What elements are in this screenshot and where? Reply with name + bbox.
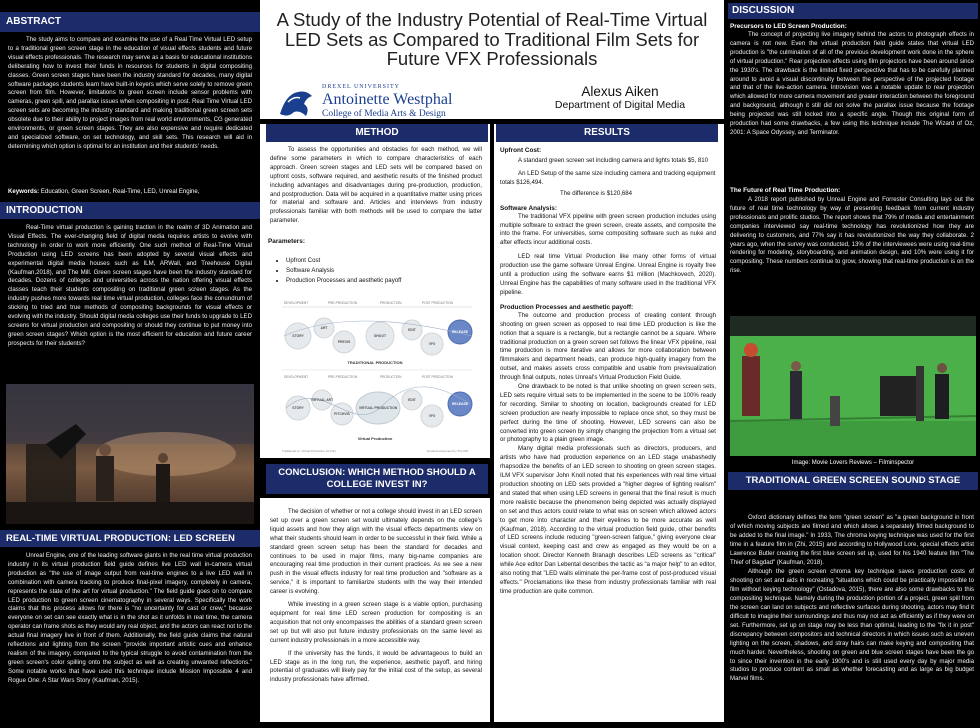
software-text: The traditional VFX pipeline with green screen production includes using multiple software to extract the green screen, create assets, and composite the into the frame. For universities, some compositing software such as nuke and after effects incur additional costs.: [500, 212, 716, 247]
phase-label: PRE-PRODUCTION: [328, 375, 358, 379]
future-label: The Future of Real Time Production:: [730, 187, 841, 194]
production-diagram: [262, 296, 488, 456]
drexel-logo: [276, 82, 466, 124]
greenscreen-heading: TRADITIONAL GREEN SCREEN SOUND STAGE: [728, 472, 978, 490]
author-name: Alexus Aiken: [581, 84, 659, 99]
poster-title: A Study of the Industry Potential of Real-Time Virtual LED Sets as Compared to Traditional Film Sets for Future VFX Professionals: [276, 9, 708, 69]
param-item: • Software Analysis: [286, 266, 401, 276]
upfront-label: Upfront Cost:: [500, 147, 542, 154]
phase-label: POST PRODUCTION: [422, 301, 453, 305]
discussion-heading: DISCUSSION: [728, 3, 978, 19]
future-text: A 2018 report published by Unreal Engine and Forrester Consulting lays out the future of real time technology by way of presenting feedback from current industry professionals and prolific studios. The report shows that 79% of media and entertainment companies interviewed say real-time technology has revolutionized how they are delivering to customers, and 77% say it has revolutionized the way they collaborate. 2 years ago, when the survey was conducted, 13% of the interviewees were using real-time rendering for modeling, storyboarding, and animation design, and 10% were using it for compositing. These numbers continue to grow, showing that real-time production is on the rise.: [730, 196, 974, 275]
virtual-label: Virtual Production: [357, 436, 393, 441]
keywords-line: [8, 188, 256, 197]
production-text: Many digital media professionals such as directors, producers, and artists who have had production experience on an LED stage unabashedly rhapsodize the benefits of an LED screen to shooting on green screen stages. ILM VFX supervisor John Knoll noted that his experiences with real time virtual production shooting on LED sets provided a "higher degree of lighting realism" and stated that when using LED screens in general that the final result is much more realistic because the phenomenon being depicted was actually displayed on set and thus actors could relate to what was on screen which allowed actors to get more into character and their eyelines to be more accurate as well (Kaufman, 2018). According to the virtual production field guide, other benefits of LED screens include reducing "green-screen fatigue," giving everyone clear visual context, keeping cast and crew as engaged as they would be on a location shoot. Director Kenneth Branagh describes LED screens as "critical" while Ace editor Dan Lebental describes the tactic as "a major help" to an editor, also noting that "LED walls eliminate the per-frame cost of post-produced visual effects." Proclamations like these from industry professionals familiar with real time production are quite common.: [500, 445, 716, 595]
software-label: Software Analysis:: [500, 204, 557, 212]
virt-node: VFX: [428, 414, 436, 418]
trad-node: EDIT: [408, 328, 416, 332]
green-screen-illustration: [730, 316, 976, 456]
param-item: • Upfront Cost: [286, 256, 401, 266]
software-text: LED real time Virtual Production like many other forms of virtual production use the game software Unreal Engine. Unreal Engine is royalty free until a production using the software earns $1 million (Machkovech, 2020). Unreal Engine has the capabilities of many software used in the traditional VFX pipeline.: [500, 253, 716, 296]
upfront-difference: The difference is $120,684: [560, 189, 633, 197]
virt-node: EDIT: [408, 398, 416, 402]
phase-label: PRODUCTION: [380, 301, 402, 305]
introduction-text: Real-Time virtual production is gaining traction in the realm of 3D Animation and Visual Effects. The ever-changing field of digital media requires artists to evolve with technology in order to work more efficiently. One such method of Real-Time Virtual Production using LED screens has been adopted by several visual effects and experimental digital media houses such as ILM, ARWall, and Treehouse Digital (Kaufman,2018), and The Mill. Green screen stages have been the industry standard for decades. Dozens of colleges and universities across the nation offering visual effects classes teach their students compositing on traditional green screen stages. As the industry pushes more towards real time virtual production, colleges face the conundrum of sticking to tried and true methods of compositing backgrounds for visual effects or evolving with the industry. Should digital media colleges use their funds to upgrade to LED screens for virtual production and compositing or should they continue to put money into green screen stages? Which option is the most efficient for education and future career prospects for their students?: [8, 224, 252, 347]
results-body: [494, 146, 722, 597]
trad-node: STORY: [292, 334, 304, 338]
keywords-label: Keywords:: [8, 188, 40, 195]
logo-name: Antoinette Westphal: [322, 91, 453, 108]
dragon-logo-icon: [276, 84, 316, 120]
virt-node: PITCHVIS: [334, 412, 350, 416]
left-column: [0, 0, 260, 728]
right-column: [724, 0, 980, 728]
upfront-line: A standard green screen set including camera and lights totals $5, 810: [518, 157, 709, 164]
greenscreen-para: Oxford dictionary defines the term "green screen" as "a green background in front of which moving subjects are filmed and which allows a separately filmed background to be added to the final image." In 1933, The chroma keying technique was used for the first time in a feature film in (Zhi, 2015) and according to Hollywood Lore, special effects artist Lawrence Butler creating the first blue screen set up, used for his 1940 feature film "The Thief of Bagdad" (Kaufman, 2018).: [730, 514, 974, 566]
greenscreen-para: Although the green screen chroma key technique saves production costs of shooting on set and aids in recreating "situations which could be practically impossible to film without keying technology" (Ostadova, 2015), there are also some drawbacks to this compositing technique. Namely during the production portion of a project, green spill from the screen can land on subjects and reflective surfaces during shooting, actors may find it difficult to imagine their surroundings and thus may not act as efficiently as if they were on set. Furthermore, set up on stage may be less than optimal, leading to the "fix it in post" discrepancy between compositors and technical directors in which issues such as uneven lighting on the screen, shadows, and stray hairs can make keying and compositing that much harder. Nevertheless, shooting on green and blue screen stages have been the go to since their invention in the early 1900's and is still used every day by major media studios to produce content as small as whether forecasting and as large as big budget Marvel films.: [730, 568, 974, 683]
parameters-label: Parameters:: [268, 238, 305, 245]
led-screen-heading: REAL-TIME VIRTUAL PRODUCTION: LED SCREEN: [0, 530, 260, 547]
phase-label: PRODUCTION: [380, 375, 402, 379]
trad-node: PREVIS: [337, 340, 351, 344]
conclusion-para: While investing in a green screen stage is a viable option, purchasing equipment for real time LED screen production for compositing is an acquisition that not only encompasses the abilities of a standard green screen set up but will also put future industry professionals on the same level as current industry professionals in a more accessible way.: [270, 601, 482, 644]
phase-label: DEVELOPMENT: [284, 301, 309, 305]
logo-college: College of Media Arts & Design: [322, 109, 446, 119]
traditional-label: TRADITIONAL PRODUCTION: [347, 360, 403, 365]
trad-node: ART: [320, 326, 328, 330]
results-heading: RESULTS: [496, 124, 718, 142]
film-set-illustration: [6, 384, 254, 524]
phase-label: DEVELOPMENT: [284, 375, 309, 379]
diagram-credit-left: Traditional vs. Virtual Production for Film: [282, 449, 336, 453]
production-label: Production Processes and aesthetic payoff:: [500, 303, 634, 311]
conclusion-heading: CONCLUSION: WHICH METHOD SHOULD A COLLEGE INVEST IN?: [266, 464, 488, 494]
green-screen-photo: [730, 316, 976, 456]
center-bottom-edge: [260, 722, 724, 728]
virt-node: VIRTUAL ART: [310, 398, 334, 402]
parameters-list: [286, 256, 401, 286]
conclusion-para: If the university has the funds, it would be advantageous to build an LED stage as in the long run, the experience, aesthetic payoff, and hiring potential of graduates will likely pay for the initial cost of the setup, as several industry professionals have affirmed.: [270, 649, 482, 684]
conclusion-para: The decision of whether or not a college should invest in an LED screen set up over a green screen set would ultimately depends on the college's liquid assets and how they align with the visual effects departments view on what their students should learn in order to be successful in their field. While a standard green screen setup has been the standard for decades and continues to be used in major films, many big-name companies are encouraging real time production in their current practices. As we see a new push in the visual effects industry for real time production and "software as a service," it is important to familiarize students with the way their intended career is evolving.: [270, 508, 482, 596]
author-dept: Department of Digital Media: [554, 99, 686, 111]
param-item: • Production Processes and aesthetic payoff: [286, 276, 401, 286]
upfront-line: An LED Setup of the same size including camera and tracking equipment totals $126,494.: [500, 169, 716, 186]
precursors-text: The concept of projecting live imagery behind the actors to photograph effects in camera is not new. Even the virtual production field guide states that virtual LED production is "the culmination of all of the previous development work done in the sphere of virtual production." Rear projection effects using film projectors have been around since the 1930's. The drawback is the limited fixed perspective that has to be carefully planned around to avoid a visual discontinuity between the perspective of the projected footage and that of the live-action camera. Introvision was a notable update to rear projection which allowed for more camera movement and greater interaction between the foreground and background, although it still did not solve the parallax issue because the footage being projected was still locked into a specific angle. Though this original form of production had some drawbacks, a few using this technique include The Wizard of Oz, 2001: A Space Odyssey, and Terminator.: [730, 31, 974, 136]
greenscreen-body: [724, 514, 980, 684]
keywords-text: Education, Green Screen, Real-Time, LED, Unreal Engine,: [40, 188, 200, 195]
abstract-heading: ABSTRACT: [0, 12, 260, 32]
diagram-svg: [262, 296, 488, 456]
phase-label: POST PRODUCTION: [422, 375, 453, 379]
method-text: To assess the opportunities and obstacles for each method, we will define some parameters in which to compare characteristics of each approach. Green screen stages and LED sets will be compared based on upfront costs, software required, and aesthetic results of the finished product including advantages and disadvantages during pre-production, production, and postproduction. Data will be acquired in a quantitative matter using prices for material and software and. Articles and interviews from industry professionals familiar with both methods will be used to compare the latter parameter.: [270, 146, 482, 225]
trad-node: SHOOT: [373, 334, 387, 338]
image-caption: Image: Movie Lovers Reviews – Filminspector: [791, 460, 915, 466]
film-set-photo: [6, 384, 254, 524]
trad-node: RELEASE: [451, 330, 469, 334]
phase-label: PRE-PRODUCTION: [328, 301, 358, 305]
conclusion-body: [262, 508, 490, 685]
logo-university: DREXEL UNIVERSITY: [322, 84, 400, 90]
virt-node: STORY: [292, 406, 304, 410]
trad-node: VFX: [428, 342, 436, 346]
virt-node: VIRTUAL PRODUCTION: [358, 406, 398, 410]
precursors-label: Precursors to LED Screen Production:: [730, 23, 847, 30]
production-text: The outcome and production process of creating content through shooting on green screen as opposed to real time LED production is like the notion that a square is a rectangle, but a rectangle cannot be a square. Where traditional production on a green screen set follows the linear VFX pipeline, real time production is more iterative and allows for more collaboration between filmmakers and department heads, can produce high-quality imagery from the outset, and makes assets cross compatible and usable from previsualization through final outputs, notes Unreal's Virtual Production Field Guide.: [500, 311, 716, 382]
led-screen-text: Unreal Engine, one of the leading software giants in the real time virtual production industry in its virtual production field guide defines live LED wall in-camera virtual production as "the use of image output from real-time engines to a live LED wall in combination with camera tracking to produce final-pixel imagery, completely in camera, represents the state of the art for virtual production." The field guide goes on to compare LED production to green screen cinematography in several ways. Specifically the work claims that this process allows for there is "no uncertainty for cast or crew," because everyone on set can see exactly what is in the shot as it unfolds in real time, the camera operator can frame shots as they would any real object, and the actors can react not to the actual final imagery live in front of them. Additionally, the field guide claims that natural reflections and lighting from the screen "provide important artistic cues and enhance realism of the imagery, compared to the typical struggle to avoid contamination from the green screen's color spilling onto the subject as well as creating unwanted reflections." Some notable works that have used this technique include Mission Impossible 4 and Rogue One: A Star Wars Story (Kaufman, 2015).: [8, 552, 252, 684]
introduction-heading: INTRODUCTION: [0, 202, 260, 219]
method-heading: METHOD: [266, 124, 488, 142]
abstract-text: The study aims to compare and examine the use of a Real Time Virtual LED setup to a traditional green screen stage in the education of visual effects students and future visual effects professionals. The research may serve as a basis for educational institutions deliberating how to invest their funds in resources for students in digital compositing classes. Green screen stages have been the industry standard for decades, many digital software packages students learn have built-in keyers which serve solely to remove green screen from film. However, limitations to green screen include sensor problems with cameras, green spill, and parallax issues when compositing in post. Real Time Virtual LED screen sets are becoming the industry standard and making traditional green screen sets obsolete due to their ability to project images from real world environments, CG generated environments, or green screen stages. They are also expensive and require dedicated and specialized software, on set technology, and skill sets. This research will aid in determining which option is optimal for an institution and their students' needs.: [8, 36, 252, 150]
virt-node: RELEASE: [451, 402, 469, 406]
production-text: One drawback to be noted is that unlike shooting on green screen sets, LED sets require virtual sets to be implemented in the scene to be 100% ready for recording. Similar to shooting on location, backgrounds created for LED screen production are nearly impossible to replace once shot, so they must be perfect during the time of shooting. However, LED screens can also be converted into green screen by simply changing the projection from a virtual set or photography to a plain green image.: [500, 383, 716, 444]
diagram-credit-right: Visual development by The Mill: [426, 449, 468, 453]
